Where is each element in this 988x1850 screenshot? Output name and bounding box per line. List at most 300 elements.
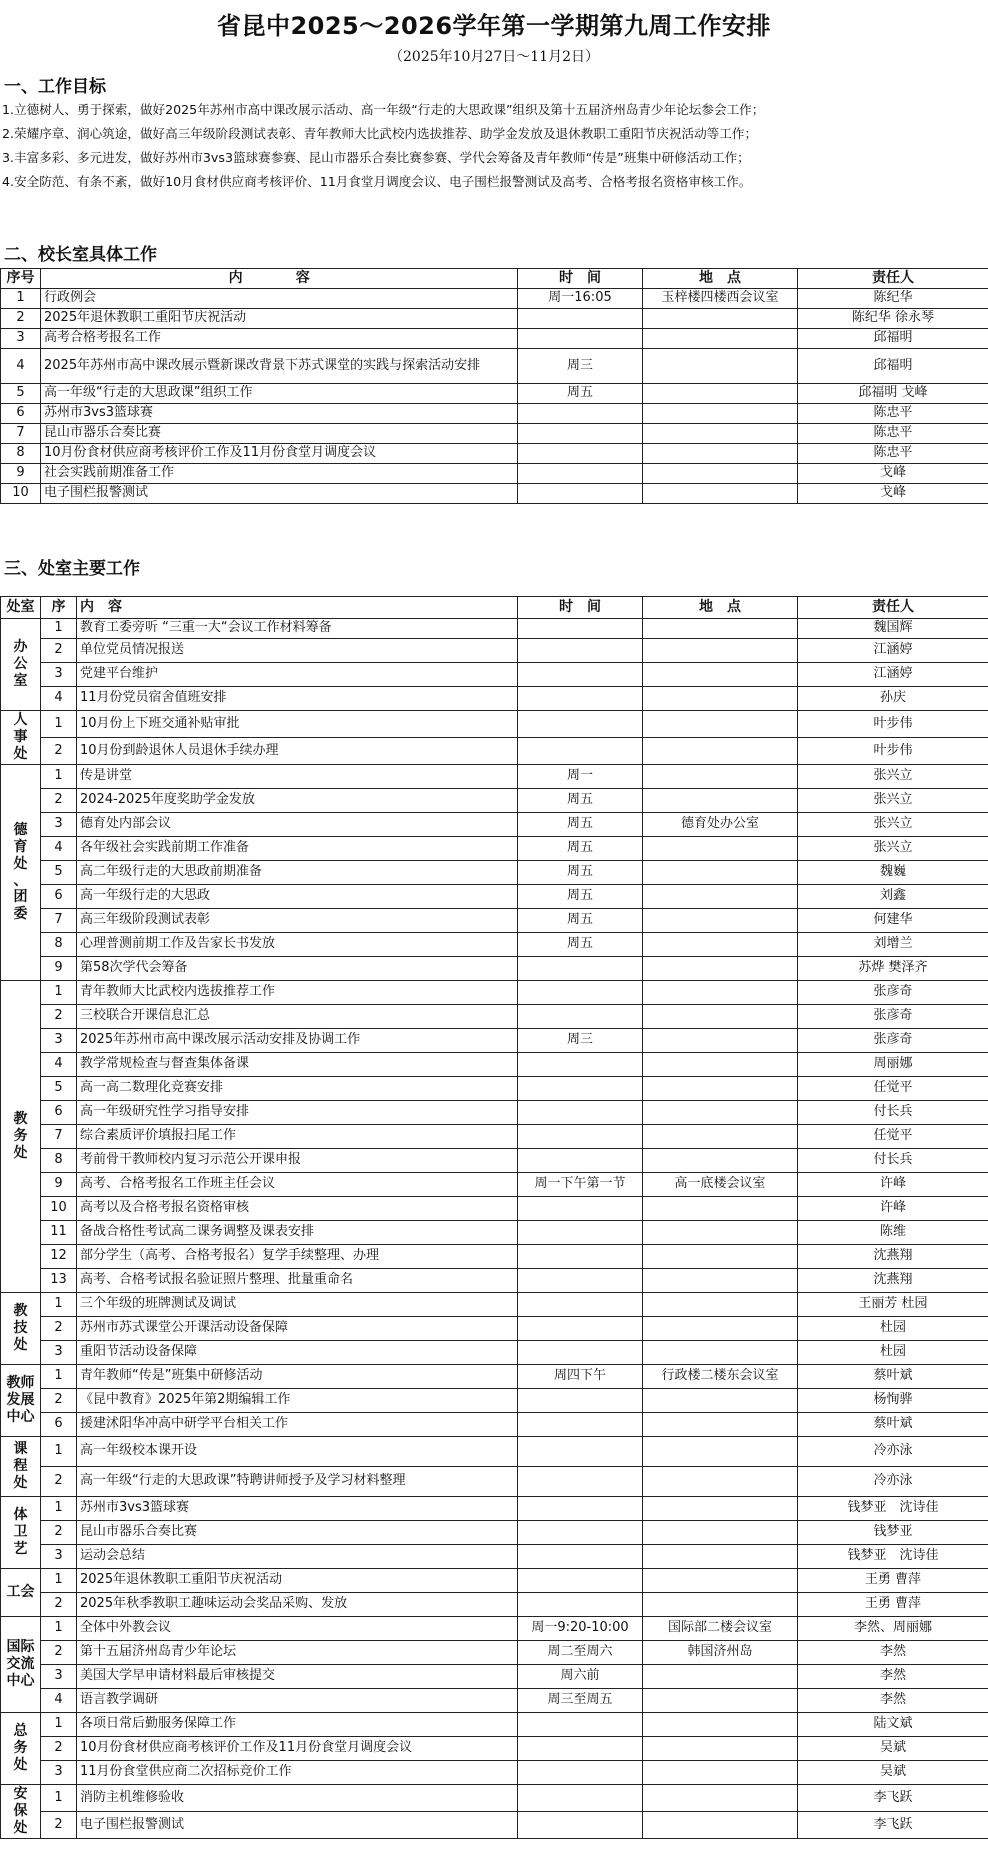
- row-no: 3: [41, 1545, 77, 1569]
- row-content: 10月份食材供应商考核评价工作及11月份食堂月调度会议: [77, 1737, 518, 1761]
- row-content: 电子围栏报警测试: [77, 1812, 518, 1839]
- row-content: 部分学生（高考、合格考报名）复学手续整理、办理: [77, 1245, 518, 1269]
- row-place: [643, 1221, 798, 1245]
- row-content: 重阳节活动设备保障: [77, 1341, 518, 1365]
- row-time: [518, 1713, 643, 1737]
- table-row: [1, 885, 988, 909]
- header-owner: 责任人: [798, 597, 988, 619]
- table-row: [1, 349, 988, 384]
- goal-item: 3.丰富多彩、多元进发，做好苏州市3vs3篮球赛参赛、昆山市器乐合奏比赛参赛、学代会筹备及青年教师“传是”班集中研修活动工作；: [2, 150, 750, 165]
- row-owner: 沈燕翔: [798, 1269, 988, 1293]
- row-no: 1: [41, 1785, 77, 1812]
- row-owner: 陈忠平: [798, 424, 988, 444]
- row-time: 周一16:05: [518, 289, 643, 309]
- row-owner: 苏烨 樊泽齐: [798, 957, 988, 981]
- row-content: 《昆中教育》2025年第2期编辑工作: [77, 1389, 518, 1413]
- row-content: 备战合格性考试高二课务调整及课表安排: [77, 1221, 518, 1245]
- row-content: 全体中外教会议: [77, 1617, 518, 1641]
- row-content: 2025年退休教职工重阳节庆祝活动: [77, 1569, 518, 1593]
- row-owner: 魏巍: [798, 861, 988, 885]
- row-place: [643, 1812, 798, 1839]
- row-owner: 王勇 曹萍: [798, 1569, 988, 1593]
- row-no: 8: [41, 1149, 77, 1173]
- row-owner: 江涵婷: [798, 639, 988, 663]
- row-time: [518, 1245, 643, 1269]
- table-row: [1, 663, 988, 687]
- row-content: 青年教师大比武校内选拔推荐工作: [77, 981, 518, 1005]
- row-content: 传是讲堂: [77, 765, 518, 789]
- table-row: [1, 1269, 988, 1293]
- row-place: [643, 329, 798, 349]
- row-owner: 陈忠平: [798, 444, 988, 464]
- table-row: [1, 444, 988, 464]
- row-owner: 戈峰: [798, 464, 988, 484]
- row-no: 10: [41, 1197, 77, 1221]
- row-no: 3: [41, 663, 77, 687]
- row-place: [643, 1101, 798, 1125]
- row-place: [643, 765, 798, 789]
- row-no: 2: [41, 1812, 77, 1839]
- row-owner: 李飞跃: [798, 1785, 988, 1812]
- row-content: 语言教学调研: [77, 1689, 518, 1713]
- row-no: 1: [41, 1569, 77, 1593]
- row-place: [643, 619, 798, 639]
- row-content: 高一年级研究性学习指导安排: [77, 1101, 518, 1125]
- header-place: 地 点: [643, 269, 798, 289]
- row-content: 消防主机维修验收: [77, 1785, 518, 1812]
- row-no: 7: [41, 1125, 77, 1149]
- row-content: 高考、合格考试报名验证照片整理、批量重命名: [77, 1269, 518, 1293]
- row-time: [518, 687, 643, 711]
- table-row: [1, 1341, 988, 1365]
- goals-list: [2, 98, 986, 194]
- table-row: [1, 861, 988, 885]
- row-place: [643, 1389, 798, 1413]
- row-no: 1: [1, 289, 41, 309]
- row-no: 5: [41, 861, 77, 885]
- row-no: 1: [41, 1293, 77, 1317]
- row-time: [518, 1413, 643, 1437]
- row-content: 综合素质评价填报扫尾工作: [77, 1125, 518, 1149]
- row-time: 周四下午: [518, 1365, 643, 1389]
- header-dept: 处室: [1, 597, 41, 619]
- row-time: 周三: [518, 349, 643, 384]
- row-no: 2: [41, 1641, 77, 1665]
- row-no: 4: [41, 837, 77, 861]
- row-owner: 陈纪华 徐永琴: [798, 309, 988, 329]
- row-owner: 冷亦泳: [798, 1467, 988, 1497]
- table-row: [1, 957, 988, 981]
- row-time: 周五: [518, 789, 643, 813]
- table-row: [1, 309, 988, 329]
- row-no: 2: [41, 1737, 77, 1761]
- table-row: [1, 384, 988, 404]
- row-content: 党建平台维护: [77, 663, 518, 687]
- table-row: [1, 1389, 988, 1413]
- table-row: [1, 1413, 988, 1437]
- table-row: [1, 1125, 988, 1149]
- row-time: 周五: [518, 813, 643, 837]
- table-row: [1, 1545, 988, 1569]
- row-time: 周一下午第一节: [518, 1173, 643, 1197]
- table-row: [1, 1245, 988, 1269]
- table-row: [1, 1689, 988, 1713]
- row-owner: 张兴立: [798, 837, 988, 861]
- row-time: 周五: [518, 885, 643, 909]
- row-content: 苏州市3vs3篮球赛: [77, 1497, 518, 1521]
- row-no: 1: [41, 1713, 77, 1737]
- row-owner: 李然、周丽娜: [798, 1617, 988, 1641]
- row-content: 高一高二数理化竞赛安排: [77, 1077, 518, 1101]
- row-content: 高一年级行走的大思政: [77, 885, 518, 909]
- row-no: 11: [41, 1221, 77, 1245]
- table-row: [1, 1665, 988, 1689]
- row-time: 周六前: [518, 1665, 643, 1689]
- row-place: [643, 1053, 798, 1077]
- header-content: 内 容: [41, 269, 518, 289]
- table-row: [1, 1617, 988, 1641]
- row-owner: 孙庆: [798, 687, 988, 711]
- row-owner: 李然: [798, 1665, 988, 1689]
- row-time: [518, 1293, 643, 1317]
- row-place: [643, 444, 798, 464]
- header-content: 内 容: [77, 597, 518, 619]
- table-row: [1, 1365, 988, 1389]
- row-owner: 邱福明: [798, 329, 988, 349]
- row-place: [643, 404, 798, 424]
- row-place: [643, 1317, 798, 1341]
- table-row: [1, 1317, 988, 1341]
- row-place: [643, 1413, 798, 1437]
- table-row: [1, 484, 988, 504]
- row-owner: 许峰: [798, 1197, 988, 1221]
- row-time: [518, 619, 643, 639]
- row-owner: 钱梦亚 沈诗佳: [798, 1497, 988, 1521]
- row-time: 周三至周五: [518, 1689, 643, 1713]
- dept-name: 教 技 处: [1, 1293, 41, 1365]
- row-place: [643, 1293, 798, 1317]
- table-row: [1, 1149, 988, 1173]
- row-no: 4: [41, 1689, 77, 1713]
- row-content: 高一年级校本课开设: [77, 1437, 518, 1467]
- row-time: 周一9:20-10:00: [518, 1617, 643, 1641]
- row-time: [518, 1389, 643, 1413]
- row-owner: 王丽芳 杜园: [798, 1293, 988, 1317]
- dept-name: 德 育 处 、 团 委: [1, 765, 41, 981]
- dept-name: 教 务 处: [1, 981, 41, 1293]
- row-time: 周三: [518, 1029, 643, 1053]
- row-no: 1: [41, 981, 77, 1005]
- row-place: 玉梓楼四楼西会议室: [643, 289, 798, 309]
- table-row: [1, 1785, 988, 1812]
- row-content: 苏州市3vs3篮球赛: [41, 404, 518, 424]
- row-no: 2: [41, 639, 77, 663]
- row-owner: 任觉平: [798, 1125, 988, 1149]
- row-owner: 周丽娜: [798, 1053, 988, 1077]
- table-row: [1, 1713, 988, 1737]
- row-content: 2025年秋季教职工趣味运动会奖品采购、发放: [77, 1593, 518, 1617]
- row-place: 高一底楼会议室: [643, 1173, 798, 1197]
- dept-name: 安 保 处: [1, 1785, 41, 1839]
- row-place: [643, 1029, 798, 1053]
- row-content: 援建沭阳华冲高中研学平台相关工作: [77, 1413, 518, 1437]
- row-place: [643, 1269, 798, 1293]
- row-owner: 陆文斌: [798, 1713, 988, 1737]
- row-time: [518, 639, 643, 663]
- row-owner: 李飞跃: [798, 1812, 988, 1839]
- row-place: [643, 384, 798, 404]
- dept-name: 体 卫 艺: [1, 1497, 41, 1569]
- row-content: 各项日常后勤服务保障工作: [77, 1713, 518, 1737]
- row-content: 德育处内部会议: [77, 813, 518, 837]
- row-time: [518, 464, 643, 484]
- table-row: [1, 765, 988, 789]
- row-no: 9: [41, 957, 77, 981]
- row-owner: 许峰: [798, 1173, 988, 1197]
- row-time: [518, 738, 643, 765]
- row-time: 周二至周六: [518, 1641, 643, 1665]
- row-content: 电子围栏报警测试: [41, 484, 518, 504]
- row-place: [643, 1569, 798, 1593]
- row-no: 6: [41, 1101, 77, 1125]
- row-no: 2: [41, 1467, 77, 1497]
- row-content: 11月份食堂供应商二次招标竞价工作: [77, 1761, 518, 1785]
- table-row: [1, 1005, 988, 1029]
- row-no: 3: [1, 329, 41, 349]
- row-time: [518, 1737, 643, 1761]
- row-time: [518, 424, 643, 444]
- row-time: [518, 1197, 643, 1221]
- row-place: [643, 957, 798, 981]
- row-no: 2: [41, 1521, 77, 1545]
- table-row: [1, 619, 988, 639]
- row-time: [518, 1785, 643, 1812]
- header-no: 序: [41, 597, 77, 619]
- row-time: 周五: [518, 933, 643, 957]
- row-no: 1: [41, 1437, 77, 1467]
- row-place: [643, 424, 798, 444]
- section-goals-title: 一、工作目标: [4, 77, 106, 97]
- table-header-row: [1, 597, 988, 619]
- table-row: [1, 1497, 988, 1521]
- row-time: [518, 1467, 643, 1497]
- row-place: [643, 1341, 798, 1365]
- row-place: [643, 1713, 798, 1737]
- row-no: 8: [41, 933, 77, 957]
- row-place: [643, 861, 798, 885]
- row-content: 社会实践前期准备工作: [41, 464, 518, 484]
- row-time: [518, 663, 643, 687]
- row-time: [518, 404, 643, 424]
- row-owner: 李然: [798, 1689, 988, 1713]
- row-place: [643, 738, 798, 765]
- row-place: [643, 1005, 798, 1029]
- row-place: [643, 663, 798, 687]
- row-owner: 冷亦泳: [798, 1437, 988, 1467]
- row-content: 高考以及合格考报名资格审核: [77, 1197, 518, 1221]
- row-owner: 杜园: [798, 1317, 988, 1341]
- row-no: 3: [41, 1665, 77, 1689]
- row-no: 3: [41, 813, 77, 837]
- row-content: 高考合格考报名工作: [41, 329, 518, 349]
- section-dept-title: 三、处室主要工作: [4, 559, 140, 579]
- row-content: 美国大学早申请材料最后审核提交: [77, 1665, 518, 1689]
- row-place: [643, 789, 798, 813]
- table-row: [1, 1173, 988, 1197]
- row-no: 2: [41, 1317, 77, 1341]
- row-place: [643, 484, 798, 504]
- row-time: [518, 444, 643, 464]
- table-header-row: [1, 269, 988, 289]
- row-content: 心理普测前期工作及告家长书发放: [77, 933, 518, 957]
- row-owner: 吴斌: [798, 1737, 988, 1761]
- row-owner: 陈忠平: [798, 404, 988, 424]
- row-no: 10: [1, 484, 41, 504]
- row-no: 2: [41, 738, 77, 765]
- row-place: [643, 711, 798, 738]
- row-place: [643, 1521, 798, 1545]
- row-no: 4: [1, 349, 41, 384]
- principal-work-table: [0, 268, 988, 504]
- row-no: 1: [41, 711, 77, 738]
- row-no: 6: [41, 1413, 77, 1437]
- row-time: [518, 1125, 643, 1149]
- row-owner: 钱梦亚 沈诗佳: [798, 1545, 988, 1569]
- goal-item: 1.立德树人、勇于探索，做好2025年苏州市高中课改展示活动、高一年级“行走的大思政课”组织及第十五届济州岛青少年论坛参会工作；: [2, 102, 765, 117]
- row-content: 第58次学代会筹备: [77, 957, 518, 981]
- table-row: [1, 1101, 988, 1125]
- row-owner: 张兴立: [798, 765, 988, 789]
- row-content: 单位党员情况报送: [77, 639, 518, 663]
- row-owner: 张彦奇: [798, 1005, 988, 1029]
- row-place: [643, 349, 798, 384]
- goal-item: 4.安全防范、有条不紊，做好10月食材供应商考核评价、11月食堂月调度会议、电子围栏报警测试及高考、合格考报名资格审核工作。: [2, 174, 752, 189]
- table-row: [1, 639, 988, 663]
- table-row: [1, 981, 988, 1005]
- table-row: [1, 738, 988, 765]
- row-owner: 陈纪华: [798, 289, 988, 309]
- row-place: [643, 933, 798, 957]
- row-no: 1: [41, 1617, 77, 1641]
- row-place: [643, 1785, 798, 1812]
- row-no: 6: [1, 404, 41, 424]
- row-content: 苏州市苏式课堂公开课活动设备保障: [77, 1317, 518, 1341]
- row-time: [518, 1812, 643, 1839]
- row-owner: 钱梦亚: [798, 1521, 988, 1545]
- dept-name: 总 务 处: [1, 1713, 41, 1785]
- row-place: [643, 1497, 798, 1521]
- row-owner: 张彦奇: [798, 1029, 988, 1053]
- header-no: 序号: [1, 269, 41, 289]
- row-place: [643, 885, 798, 909]
- row-no: 7: [41, 909, 77, 933]
- row-content: 11月份党员宿舍值班安排: [77, 687, 518, 711]
- row-owner: 杨恂骅: [798, 1389, 988, 1413]
- dept-name: 人 事 处: [1, 711, 41, 765]
- row-owner: 江涵婷: [798, 663, 988, 687]
- table-row: [1, 1521, 988, 1545]
- row-place: [643, 1245, 798, 1269]
- table-row: [1, 1569, 988, 1593]
- row-time: [518, 1005, 643, 1029]
- row-place: 德育处办公室: [643, 813, 798, 837]
- row-content: 10月份食材供应商考核评价工作及11月份食堂月调度会议: [41, 444, 518, 464]
- row-no: 2: [41, 1005, 77, 1029]
- row-time: [518, 1317, 643, 1341]
- table-row: [1, 1197, 988, 1221]
- row-content: 三个年级的班牌测试及调试: [77, 1293, 518, 1317]
- row-no: 2: [41, 1593, 77, 1617]
- row-place: [643, 981, 798, 1005]
- row-owner: 蔡叶斌: [798, 1365, 988, 1389]
- row-time: [518, 1149, 643, 1173]
- dept-name: 课 程 处: [1, 1437, 41, 1497]
- table-row: [1, 424, 988, 444]
- dept-name: 教师 发展 中心: [1, 1365, 41, 1437]
- header-owner: 责任人: [798, 269, 988, 289]
- row-owner: 蔡叶斌: [798, 1413, 988, 1437]
- table-row: [1, 289, 988, 309]
- row-content: 2025年苏州市高中课改展示暨新课改背景下苏式课堂的实践与探索活动安排: [41, 349, 518, 384]
- header-time: 时 间: [518, 269, 643, 289]
- table-row: [1, 1029, 988, 1053]
- row-content: 高考、合格考报名工作班主任会议: [77, 1173, 518, 1197]
- row-time: [518, 1497, 643, 1521]
- table-row: [1, 909, 988, 933]
- row-place: [643, 687, 798, 711]
- row-owner: 张兴立: [798, 789, 988, 813]
- row-no: 9: [1, 464, 41, 484]
- row-content: 教学常规检查与督查集体备课: [77, 1053, 518, 1077]
- row-content: 高二年级行走的大思政前期准备: [77, 861, 518, 885]
- row-owner: 刘鑫: [798, 885, 988, 909]
- row-content: 教育工委旁听 “三重一大“会议工作材料筹备: [77, 619, 518, 639]
- table-row: [1, 1737, 988, 1761]
- row-content: 昆山市器乐合奏比赛: [77, 1521, 518, 1545]
- row-owner: 吴斌: [798, 1761, 988, 1785]
- row-time: [518, 1437, 643, 1467]
- table-row: [1, 933, 988, 957]
- row-content: 高一年级“行走的大思政课”特聘讲师授予及学习材料整理: [77, 1467, 518, 1497]
- row-no: 7: [1, 424, 41, 444]
- row-owner: 邱福明 戈峰: [798, 384, 988, 404]
- row-no: 13: [41, 1269, 77, 1293]
- table-row: [1, 1053, 988, 1077]
- table-row: [1, 1293, 988, 1317]
- row-place: [643, 1467, 798, 1497]
- table-row: [1, 1812, 988, 1839]
- row-no: 3: [41, 1029, 77, 1053]
- row-content: 行政例会: [41, 289, 518, 309]
- row-place: [643, 837, 798, 861]
- row-time: [518, 1101, 643, 1125]
- row-owner: 何建华: [798, 909, 988, 933]
- row-time: [518, 1521, 643, 1545]
- dept-name: 工会: [1, 1569, 41, 1617]
- row-no: 9: [41, 1173, 77, 1197]
- section-principal-title: 二、校长室具体工作: [4, 245, 157, 265]
- row-no: 1: [41, 765, 77, 789]
- row-place: [643, 1125, 798, 1149]
- row-place: [643, 1545, 798, 1569]
- row-content: 考前骨干教师校内复习示范公开课申报: [77, 1149, 518, 1173]
- row-no: 8: [1, 444, 41, 464]
- row-content: 昆山市器乐合奏比赛: [41, 424, 518, 444]
- row-time: [518, 1077, 643, 1101]
- row-place: 韩国济州岛: [643, 1641, 798, 1665]
- row-time: 周一: [518, 765, 643, 789]
- row-no: 5: [1, 384, 41, 404]
